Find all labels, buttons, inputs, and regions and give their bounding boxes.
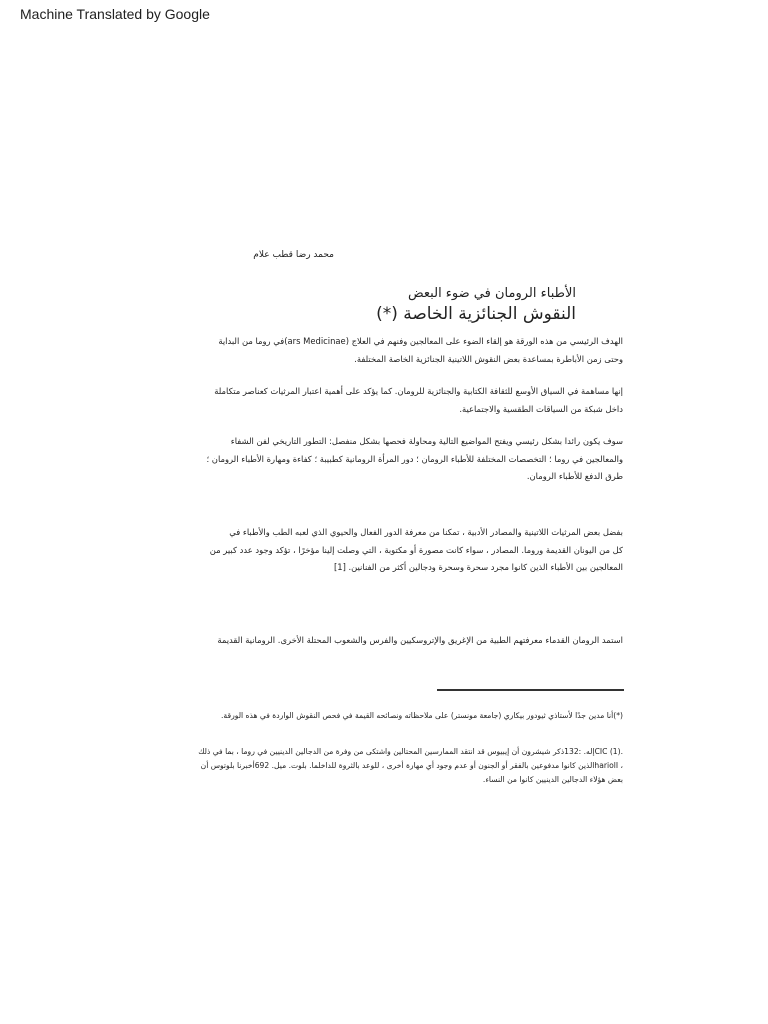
footnote-line: ، hariolIالذين كانوا مدفوعين بالفقر أو الجنون أو عدم وجود أي مهارة أخرى ، للوعد بالثروة للداخلما. بلوت. ميل. 692أخبرنا بلوتوس أن [200,761,623,770]
paragraph-line: استمد الرومان القدماء معرفتهم الطبية من الإغريق والإتروسكيين والفرس والشعوب المحتلة الأخرى. الرومانية القديمة [217,635,623,645]
paragraph-5 [163,632,623,650]
paragraph-line: والمعالجين في روما ؛ التخصصات المختلفة للأطباء الرومان ؛ دور المرأة الرومانية كطبيبة ؛ كفاءة ومهارة الأطباء الرومان ؛ [206,453,623,464]
footnote-line: (*)أنا مدين جدًا لأستاذي ثيودور بيكاري (جامعة مونستر) على ملاحظاته ونصائحه القيمة في فحص النقوش الواردة في هذه الورقة. [221,711,623,720]
footnote-2 [153,745,623,787]
author-name: محمد رضا قطب علام [253,250,334,260]
footnote-1 [153,709,623,723]
paragraph-line: داخل شبكة من السياقات الطقسية والاجتماعية. [459,403,623,414]
article-title-line-2: النقوش الجنائزية الخاصة (*) [376,304,576,324]
footnote-separator [437,689,624,691]
paragraph-line: وحتى زمن الأباطرة بمساعدة بعض النقوش اللاتينية الجنائزية الخاصة المختلفة. [354,353,623,364]
paragraph-2 [163,383,623,418]
machine-translation-banner: Machine Translated by Google [20,6,210,22]
article-title-line-1: الأطباء الرومان في ضوء البعض [407,286,576,301]
paragraph-line: الهدف الرئيسي من هذه الورقة هو إلقاء الضوء على المعالجين وفنهم في العلاج (ars Medicinae)في روما من البداية [218,336,623,346]
paragraph-line: طرق الدفع للأطباء الرومان. [526,471,623,481]
paragraph-line: المعالجين بين الأطباء الذين كانوا مجرد سحرة وسحرة ودجالين أكثر من الفنانين. [1] [333,562,623,572]
paragraph-4 [163,524,623,577]
paragraph-line: كل من اليونان القديمة وروما. المصادر ، سواء كانت مصورة أو مكتوبة ، التي وصلت إلينا مؤخرًا ، تؤكد وجود عدد كبير من [209,544,623,555]
paragraph-line: سوف يكون رائدا بشكل رئيسي ويفتح المواضيع التالية ومحاولة فحصها بشكل منفصل: التطور التاريخي لفن الشفاء [230,436,623,446]
paragraph-line: إنها مساهمة في السياق الأوسع للثقافة الكتابية والجنائزية للرومان. كما يؤكد على أهمية اعتبار المرثيات كعناصر متكاملة [214,386,623,396]
footnote-line: .CIC (1)إله. :132ذكر شيشرون أن إيبيوس قد انتقد الممارسين المحتالين واشتكى من وفرة من الدجالين الدينيين في روما ، بما في ذلك [198,747,623,756]
footnote-line: بعض هؤلاء الدجالين الدينيين كانوا من النساء. [482,775,623,784]
paragraph-3 [163,433,623,486]
paragraph-line: بفضل بعض المرثيات اللاتينية والمصادر الأدبية ، تمكنا من معرفة الدور الفعال والحيوي الذي لعبه الطب والأطباء في [229,527,623,537]
paragraph-1 [163,333,623,368]
